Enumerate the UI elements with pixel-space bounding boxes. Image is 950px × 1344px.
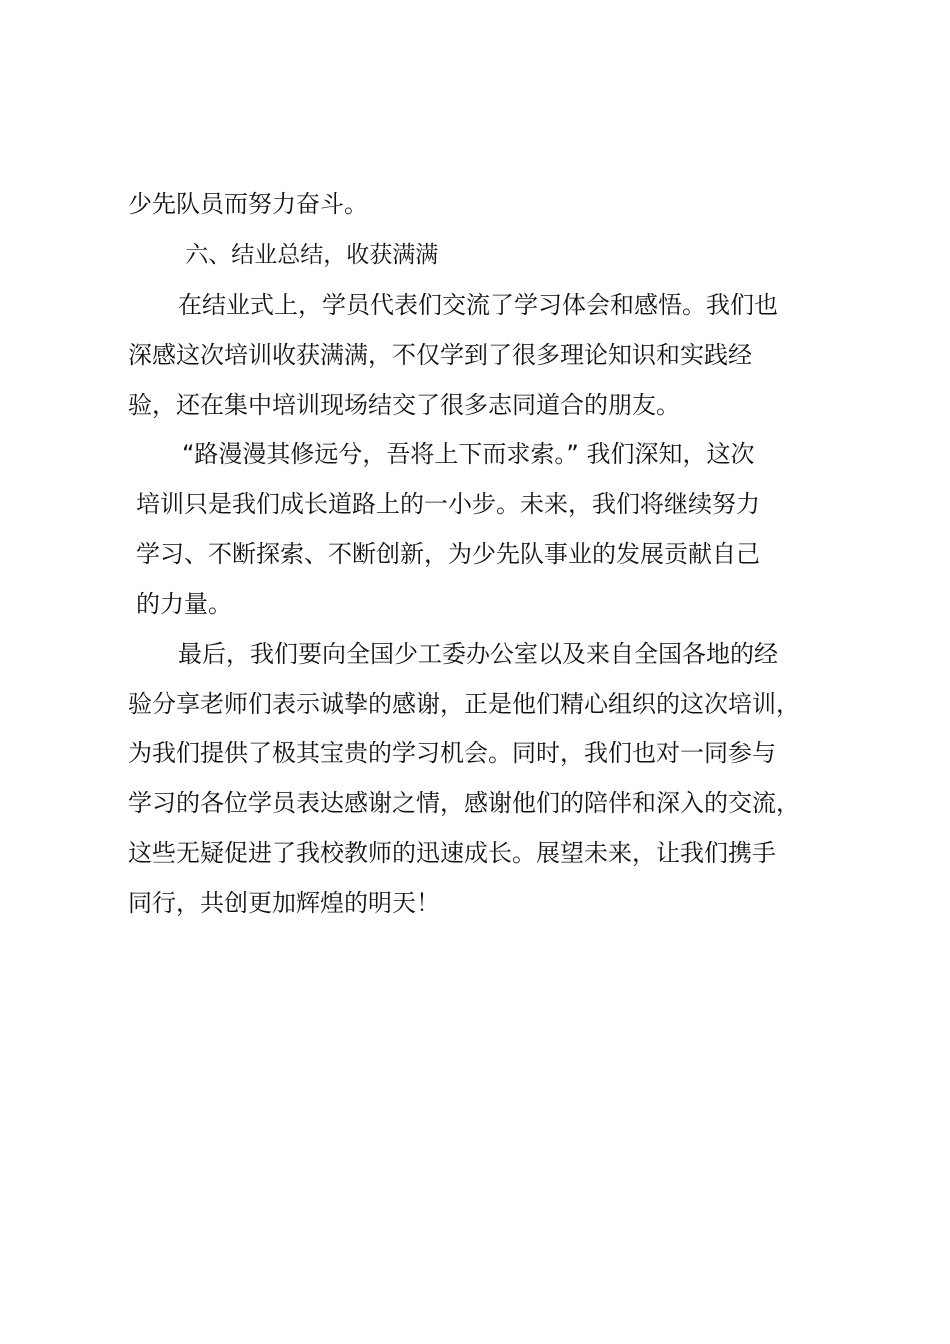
section-heading: 六、结业总结，收获满满 (178, 242, 439, 268)
paragraph-line: 同行，共创更加辉煌的明天！ (128, 889, 440, 917)
paragraph-line: 学习的各位学员表达感谢之情，感谢他们的陪伴和深入的交流， (128, 789, 800, 817)
paragraph-line: 这些无疑促进了我校教师的迅速成长。展望未来，让我们携手 (128, 839, 776, 867)
paragraph-line: 少先队员而努力奋斗。 (128, 190, 368, 218)
paragraph-line: 在结业式上，学员代表们交流了学习体会和感悟。我们也 (178, 291, 778, 319)
paragraph-line: 验，还在集中培训现场结交了很多志同道合的朋友。 (128, 391, 680, 419)
paragraph-line: 培训只是我们成长道路上的一小步。未来，我们将继续努力 (136, 490, 760, 518)
paragraph-line: 深感这次培训收获满满，不仅学到了很多理论知识和实践经 (128, 341, 752, 369)
paragraph-line: 验分享老师们表示诚挚的感谢，正是他们精心组织的这次培训， (128, 690, 800, 718)
paragraph-line: 的力量。 (136, 590, 232, 618)
paragraph-line: 最后，我们要向全国少工委办公室以及来自全国各地的经 (178, 640, 778, 668)
quote-line: “路漫漫其修远兮，吾将上下而求索。” 我们深知，这次 (182, 440, 755, 468)
paragraph-line: 学习、不断探索、不断创新，为少先队事业的发展贡献自己 (136, 540, 760, 568)
paragraph-line: 为我们提供了极其宝贵的学习机会。同时，我们也对一同参与 (128, 739, 776, 767)
